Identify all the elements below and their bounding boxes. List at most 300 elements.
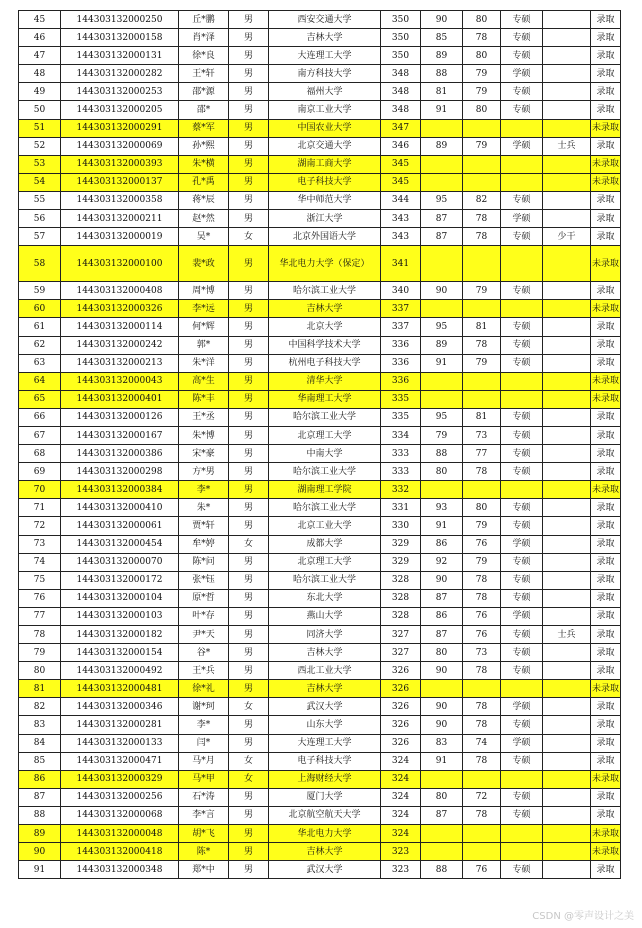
gender-cell: 男 xyxy=(229,408,269,426)
name-cell: 邵*源 xyxy=(179,83,229,101)
degree-type-cell xyxy=(501,155,543,173)
row-number-cell: 63 xyxy=(19,354,61,372)
total-score-cell: 343 xyxy=(381,228,421,246)
score-2-cell: 73 xyxy=(463,426,501,444)
row-number-cell: 88 xyxy=(19,806,61,824)
gender-cell: 男 xyxy=(229,445,269,463)
total-score-cell: 346 xyxy=(381,137,421,155)
table-body xyxy=(19,11,621,879)
name-cell: 王*兵 xyxy=(179,662,229,680)
score-1-cell: 87 xyxy=(421,589,463,607)
degree-type-cell xyxy=(501,481,543,499)
university-cell: 北京外国语大学 xyxy=(269,228,381,246)
university-cell: 清华大学 xyxy=(269,372,381,390)
candidate-id-cell: 144303132000070 xyxy=(61,553,179,571)
row-number-cell: 53 xyxy=(19,155,61,173)
score-1-cell: 89 xyxy=(421,47,463,65)
degree-type-cell xyxy=(501,825,543,843)
university-cell: 南方科技大学 xyxy=(269,65,381,83)
gender-cell: 男 xyxy=(229,137,269,155)
gender-cell: 男 xyxy=(229,300,269,318)
score-1-cell: 88 xyxy=(421,861,463,879)
note-cell xyxy=(543,119,591,137)
note-cell xyxy=(543,499,591,517)
university-cell: 北京航空航天大学 xyxy=(269,806,381,824)
result-cell: 未录取 xyxy=(591,825,621,843)
name-cell: 郑*中 xyxy=(179,861,229,879)
candidate-id-cell: 144303132000348 xyxy=(61,861,179,879)
candidate-id-cell: 144303132000048 xyxy=(61,825,179,843)
gender-cell: 男 xyxy=(229,788,269,806)
name-cell: 陈*问 xyxy=(179,553,229,571)
gender-cell: 男 xyxy=(229,806,269,824)
name-cell: 谷* xyxy=(179,644,229,662)
note-cell xyxy=(543,788,591,806)
note-cell xyxy=(543,607,591,625)
row-number-cell: 64 xyxy=(19,372,61,390)
score-2-cell: 81 xyxy=(463,408,501,426)
row-number-cell: 60 xyxy=(19,300,61,318)
result-cell: 录取 xyxy=(591,282,621,300)
candidate-id-cell: 144303132000103 xyxy=(61,607,179,625)
total-score-cell: 347 xyxy=(381,119,421,137)
row-number-cell: 74 xyxy=(19,553,61,571)
gender-cell: 女 xyxy=(229,752,269,770)
note-cell xyxy=(543,806,591,824)
table-row xyxy=(19,644,621,662)
row-number-cell: 61 xyxy=(19,318,61,336)
gender-cell: 男 xyxy=(229,463,269,481)
score-1-cell: 86 xyxy=(421,607,463,625)
gender-cell: 男 xyxy=(229,861,269,879)
university-cell: 南京工业大学 xyxy=(269,101,381,119)
university-cell: 北京理工大学 xyxy=(269,553,381,571)
degree-type-cell: 专硕 xyxy=(501,553,543,571)
note-cell xyxy=(543,372,591,390)
score-1-cell: 95 xyxy=(421,191,463,209)
degree-type-cell: 专硕 xyxy=(501,861,543,879)
name-cell: 何*辉 xyxy=(179,318,229,336)
degree-type-cell: 专硕 xyxy=(501,11,543,29)
name-cell: 胡*飞 xyxy=(179,825,229,843)
result-cell: 录取 xyxy=(591,191,621,209)
note-cell xyxy=(543,155,591,173)
gender-cell: 男 xyxy=(229,155,269,173)
gender-cell: 男 xyxy=(229,553,269,571)
degree-type-cell: 专硕 xyxy=(501,29,543,47)
table-row xyxy=(19,390,621,408)
gender-cell: 男 xyxy=(229,662,269,680)
total-score-cell: 350 xyxy=(381,29,421,47)
total-score-cell: 330 xyxy=(381,517,421,535)
score-2-cell: 80 xyxy=(463,11,501,29)
name-cell: 王*丞 xyxy=(179,408,229,426)
score-2-cell xyxy=(463,770,501,788)
university-cell: 吉林大学 xyxy=(269,843,381,861)
university-cell: 华中师范大学 xyxy=(269,191,381,209)
name-cell: 牟*婷 xyxy=(179,535,229,553)
degree-type-cell xyxy=(501,843,543,861)
university-cell: 武汉大学 xyxy=(269,861,381,879)
candidate-id-cell: 144303132000410 xyxy=(61,499,179,517)
score-1-cell xyxy=(421,300,463,318)
table-row xyxy=(19,336,621,354)
score-2-cell: 78 xyxy=(463,662,501,680)
name-cell: 赵*然 xyxy=(179,210,229,228)
row-number-cell: 54 xyxy=(19,173,61,191)
score-2-cell xyxy=(463,843,501,861)
candidate-id-cell: 144303132000069 xyxy=(61,137,179,155)
total-score-cell: 331 xyxy=(381,499,421,517)
name-cell: 吴* xyxy=(179,228,229,246)
university-cell: 东北大学 xyxy=(269,589,381,607)
name-cell: 王*轩 xyxy=(179,65,229,83)
university-cell: 华北电力大学（保定） xyxy=(269,246,381,282)
score-1-cell xyxy=(421,119,463,137)
candidate-id-cell: 144303132000154 xyxy=(61,644,179,662)
score-2-cell: 79 xyxy=(463,282,501,300)
degree-type-cell: 专硕 xyxy=(501,517,543,535)
note-cell xyxy=(543,770,591,788)
name-cell: 邵* xyxy=(179,101,229,119)
result-cell: 录取 xyxy=(591,210,621,228)
candidate-id-cell: 144303132000114 xyxy=(61,318,179,336)
candidate-id-cell: 144303132000126 xyxy=(61,408,179,426)
gender-cell: 男 xyxy=(229,680,269,698)
table-row xyxy=(19,300,621,318)
score-1-cell: 87 xyxy=(421,210,463,228)
result-cell: 未录取 xyxy=(591,843,621,861)
score-2-cell: 79 xyxy=(463,137,501,155)
score-2-cell: 79 xyxy=(463,517,501,535)
score-2-cell: 78 xyxy=(463,571,501,589)
gender-cell: 男 xyxy=(229,83,269,101)
score-1-cell xyxy=(421,390,463,408)
university-cell: 华北电力大学 xyxy=(269,825,381,843)
table-row xyxy=(19,228,621,246)
row-number-cell: 48 xyxy=(19,65,61,83)
university-cell: 杭州电子科技大学 xyxy=(269,354,381,372)
total-score-cell: 328 xyxy=(381,571,421,589)
name-cell: 李* xyxy=(179,716,229,734)
row-number-cell: 75 xyxy=(19,571,61,589)
gender-cell: 女 xyxy=(229,228,269,246)
candidate-id-cell: 144303132000386 xyxy=(61,445,179,463)
row-number-cell: 79 xyxy=(19,644,61,662)
row-number-cell: 56 xyxy=(19,210,61,228)
degree-type-cell: 专硕 xyxy=(501,318,543,336)
score-1-cell: 92 xyxy=(421,553,463,571)
score-1-cell: 87 xyxy=(421,806,463,824)
university-cell: 电子科技大学 xyxy=(269,173,381,191)
total-score-cell: 329 xyxy=(381,535,421,553)
result-cell: 录取 xyxy=(591,553,621,571)
name-cell: 李*言 xyxy=(179,806,229,824)
name-cell: 丘*鹏 xyxy=(179,11,229,29)
result-cell: 未录取 xyxy=(591,155,621,173)
name-cell: 蔡*军 xyxy=(179,119,229,137)
score-2-cell xyxy=(463,481,501,499)
score-1-cell: 87 xyxy=(421,626,463,644)
university-cell: 上海财经大学 xyxy=(269,770,381,788)
total-score-cell: 328 xyxy=(381,589,421,607)
row-number-cell: 78 xyxy=(19,626,61,644)
university-cell: 西安交通大学 xyxy=(269,11,381,29)
degree-type-cell: 学硕 xyxy=(501,698,543,716)
result-cell: 未录取 xyxy=(591,173,621,191)
gender-cell: 男 xyxy=(229,336,269,354)
table-row xyxy=(19,101,621,119)
degree-type-cell: 专硕 xyxy=(501,101,543,119)
total-score-cell: 335 xyxy=(381,390,421,408)
candidate-id-cell: 144303132000454 xyxy=(61,535,179,553)
row-number-cell: 83 xyxy=(19,716,61,734)
score-1-cell xyxy=(421,825,463,843)
table-row xyxy=(19,481,621,499)
score-1-cell: 80 xyxy=(421,463,463,481)
result-cell: 录取 xyxy=(591,861,621,879)
row-number-cell: 80 xyxy=(19,662,61,680)
score-2-cell xyxy=(463,155,501,173)
table-row xyxy=(19,535,621,553)
university-cell: 吉林大学 xyxy=(269,644,381,662)
result-cell: 录取 xyxy=(591,499,621,517)
row-number-cell: 52 xyxy=(19,137,61,155)
degree-type-cell xyxy=(501,680,543,698)
result-cell: 录取 xyxy=(591,354,621,372)
score-1-cell xyxy=(421,246,463,282)
total-score-cell: 326 xyxy=(381,680,421,698)
candidate-id-cell: 144303132000481 xyxy=(61,680,179,698)
candidate-id-cell: 144303132000281 xyxy=(61,716,179,734)
result-cell: 录取 xyxy=(591,626,621,644)
table-row xyxy=(19,698,621,716)
score-1-cell xyxy=(421,843,463,861)
score-1-cell xyxy=(421,481,463,499)
score-1-cell: 86 xyxy=(421,535,463,553)
row-number-cell: 69 xyxy=(19,463,61,481)
total-score-cell: 324 xyxy=(381,806,421,824)
gender-cell: 男 xyxy=(229,354,269,372)
score-2-cell: 80 xyxy=(463,47,501,65)
table-row xyxy=(19,372,621,390)
note-cell xyxy=(543,191,591,209)
degree-type-cell: 专硕 xyxy=(501,463,543,481)
score-2-cell: 79 xyxy=(463,553,501,571)
table-row xyxy=(19,716,621,734)
note-cell xyxy=(543,445,591,463)
result-cell: 未录取 xyxy=(591,246,621,282)
score-2-cell: 80 xyxy=(463,499,501,517)
table-row xyxy=(19,734,621,752)
candidate-id-cell: 144303132000384 xyxy=(61,481,179,499)
score-1-cell: 89 xyxy=(421,137,463,155)
candidate-id-cell: 144303132000250 xyxy=(61,11,179,29)
total-score-cell: 327 xyxy=(381,644,421,662)
note-cell xyxy=(543,408,591,426)
degree-type-cell xyxy=(501,390,543,408)
score-1-cell: 90 xyxy=(421,11,463,29)
degree-type-cell: 学硕 xyxy=(501,137,543,155)
total-score-cell: 345 xyxy=(381,155,421,173)
name-cell: 方*男 xyxy=(179,463,229,481)
note-cell xyxy=(543,336,591,354)
table-row xyxy=(19,626,621,644)
name-cell: 宋*豪 xyxy=(179,445,229,463)
result-cell: 录取 xyxy=(591,463,621,481)
result-cell: 录取 xyxy=(591,29,621,47)
gender-cell: 男 xyxy=(229,29,269,47)
university-cell: 山东大学 xyxy=(269,716,381,734)
degree-type-cell: 专硕 xyxy=(501,644,543,662)
score-1-cell: 95 xyxy=(421,408,463,426)
score-1-cell: 90 xyxy=(421,571,463,589)
row-number-cell: 86 xyxy=(19,770,61,788)
table-row xyxy=(19,662,621,680)
degree-type-cell xyxy=(501,246,543,282)
gender-cell: 女 xyxy=(229,535,269,553)
score-2-cell xyxy=(463,390,501,408)
score-2-cell: 81 xyxy=(463,318,501,336)
gender-cell: 女 xyxy=(229,770,269,788)
degree-type-cell: 专硕 xyxy=(501,191,543,209)
score-1-cell: 89 xyxy=(421,336,463,354)
degree-type-cell: 专硕 xyxy=(501,83,543,101)
name-cell: 石*涛 xyxy=(179,788,229,806)
gender-cell: 男 xyxy=(229,318,269,336)
table-row xyxy=(19,354,621,372)
score-2-cell xyxy=(463,173,501,191)
gender-cell: 男 xyxy=(229,47,269,65)
name-cell: 徐*良 xyxy=(179,47,229,65)
total-score-cell: 329 xyxy=(381,553,421,571)
name-cell: 周*博 xyxy=(179,282,229,300)
table-row xyxy=(19,806,621,824)
candidate-id-cell: 144303132000253 xyxy=(61,83,179,101)
result-cell: 未录取 xyxy=(591,119,621,137)
degree-type-cell: 专硕 xyxy=(501,336,543,354)
row-number-cell: 71 xyxy=(19,499,61,517)
name-cell: 陈* xyxy=(179,843,229,861)
note-cell: 士兵 xyxy=(543,137,591,155)
candidate-id-cell: 144303132000418 xyxy=(61,843,179,861)
table-row xyxy=(19,825,621,843)
degree-type-cell: 专硕 xyxy=(501,716,543,734)
table-row xyxy=(19,680,621,698)
score-2-cell xyxy=(463,825,501,843)
result-cell: 未录取 xyxy=(591,770,621,788)
table-row xyxy=(19,770,621,788)
gender-cell: 男 xyxy=(229,426,269,444)
candidate-id-cell: 144303132000061 xyxy=(61,517,179,535)
name-cell: 朱*横 xyxy=(179,155,229,173)
note-cell xyxy=(543,662,591,680)
degree-type-cell: 学硕 xyxy=(501,210,543,228)
note-cell xyxy=(543,11,591,29)
name-cell: 裴*政 xyxy=(179,246,229,282)
name-cell: 孔*禹 xyxy=(179,173,229,191)
score-1-cell xyxy=(421,155,463,173)
row-number-cell: 87 xyxy=(19,788,61,806)
result-cell: 录取 xyxy=(591,47,621,65)
total-score-cell: 324 xyxy=(381,770,421,788)
candidate-id-cell: 144303132000358 xyxy=(61,191,179,209)
result-cell: 录取 xyxy=(591,752,621,770)
score-2-cell: 78 xyxy=(463,210,501,228)
score-2-cell: 78 xyxy=(463,716,501,734)
note-cell xyxy=(543,843,591,861)
table-row xyxy=(19,246,621,282)
university-cell: 哈尔滨工业大学 xyxy=(269,499,381,517)
name-cell: 谢*珂 xyxy=(179,698,229,716)
university-cell: 同济大学 xyxy=(269,626,381,644)
result-cell: 录取 xyxy=(591,607,621,625)
table-row xyxy=(19,445,621,463)
name-cell: 李* xyxy=(179,481,229,499)
table-row xyxy=(19,47,621,65)
degree-type-cell: 专硕 xyxy=(501,282,543,300)
score-2-cell: 73 xyxy=(463,644,501,662)
note-cell xyxy=(543,300,591,318)
candidate-id-cell: 144303132000492 xyxy=(61,662,179,680)
gender-cell: 男 xyxy=(229,372,269,390)
university-cell: 吉林大学 xyxy=(269,680,381,698)
candidate-id-cell: 144303132000100 xyxy=(61,246,179,282)
table-row xyxy=(19,210,621,228)
university-cell: 大连理工大学 xyxy=(269,47,381,65)
score-2-cell xyxy=(463,300,501,318)
university-cell: 中南大学 xyxy=(269,445,381,463)
result-cell: 录取 xyxy=(591,698,621,716)
row-number-cell: 65 xyxy=(19,390,61,408)
candidate-id-cell: 144303132000408 xyxy=(61,282,179,300)
table-row xyxy=(19,571,621,589)
result-cell: 录取 xyxy=(591,517,621,535)
gender-cell: 女 xyxy=(229,698,269,716)
university-cell: 北京理工大学 xyxy=(269,426,381,444)
note-cell xyxy=(543,83,591,101)
university-cell: 中国科学技术大学 xyxy=(269,336,381,354)
note-cell xyxy=(543,463,591,481)
note-cell xyxy=(543,246,591,282)
table-row xyxy=(19,752,621,770)
note-cell xyxy=(543,861,591,879)
candidate-id-cell: 144303132000329 xyxy=(61,770,179,788)
table-row xyxy=(19,589,621,607)
university-cell: 中国农业大学 xyxy=(269,119,381,137)
table-row xyxy=(19,282,621,300)
total-score-cell: 340 xyxy=(381,282,421,300)
row-number-cell: 70 xyxy=(19,481,61,499)
score-1-cell: 83 xyxy=(421,734,463,752)
university-cell: 哈尔滨工业大学 xyxy=(269,408,381,426)
total-score-cell: 333 xyxy=(381,445,421,463)
note-cell: 士兵 xyxy=(543,626,591,644)
gender-cell: 男 xyxy=(229,499,269,517)
gender-cell: 男 xyxy=(229,101,269,119)
note-cell xyxy=(543,354,591,372)
total-score-cell: 333 xyxy=(381,463,421,481)
watermark: CSDN @零声设计之美 xyxy=(532,911,634,922)
score-1-cell: 80 xyxy=(421,788,463,806)
university-cell: 湖南理工学院 xyxy=(269,481,381,499)
gender-cell: 男 xyxy=(229,716,269,734)
gender-cell: 男 xyxy=(229,210,269,228)
university-cell: 武汉大学 xyxy=(269,698,381,716)
total-score-cell: 326 xyxy=(381,734,421,752)
university-cell: 华南理工大学 xyxy=(269,390,381,408)
degree-type-cell: 专硕 xyxy=(501,752,543,770)
